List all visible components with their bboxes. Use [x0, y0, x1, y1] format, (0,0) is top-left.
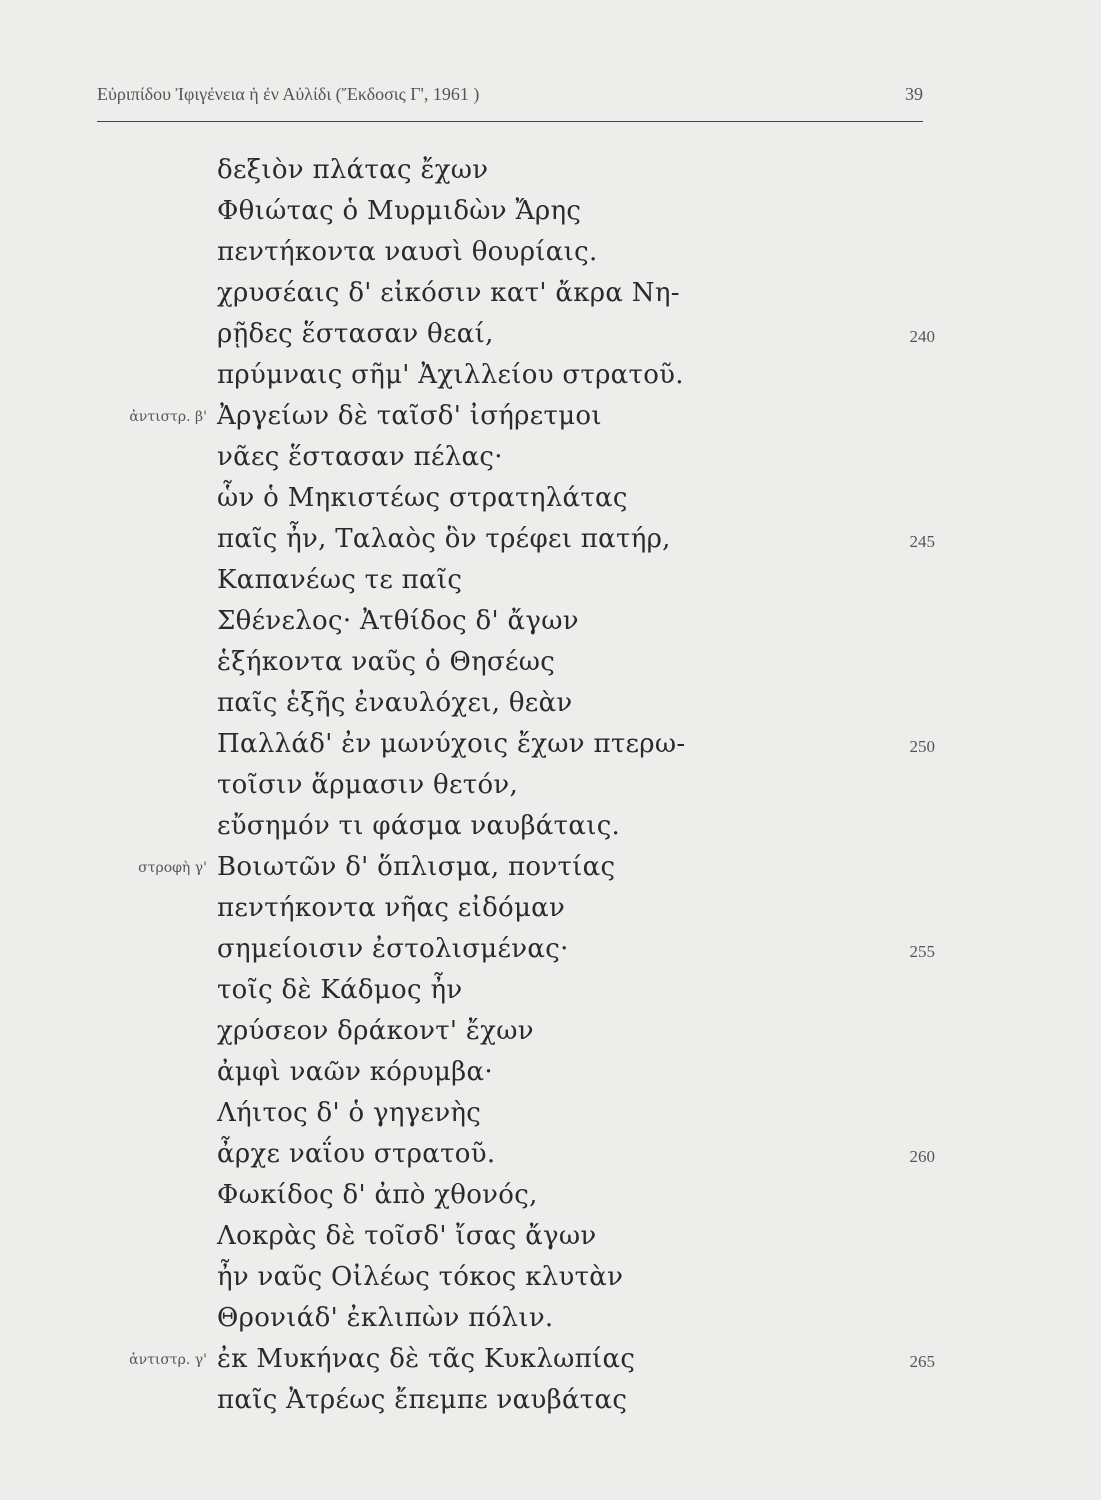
line-number: 245 — [909, 532, 935, 551]
line-number: 260 — [909, 1147, 935, 1166]
verse-text: τοῖσιν ἅρμασιν θετόν, — [217, 770, 519, 800]
verse-line — [0, 355, 1101, 396]
line-number: 255 — [909, 942, 935, 961]
verse-text: παῖς Ἀτρέως ἔπεμπε ναυβάτας — [217, 1385, 628, 1415]
verse-line — [0, 150, 1101, 191]
verse-text: Φωκίδος δ' ἀπὸ χθονός, — [217, 1180, 538, 1210]
line-number: 240 — [909, 327, 935, 346]
verse-text: ἆρχε ναΐου στρατοῦ. — [217, 1139, 496, 1169]
verse-text: ἐκ Μυκήνας δὲ τᾶς Κυκλωπίας — [217, 1344, 636, 1374]
verse-text: χρυσέαις δ' εἰκόσιν κατ' ἄκρα Νη- — [217, 278, 680, 308]
verse-line — [0, 191, 1101, 232]
verse-line — [0, 1339, 1101, 1380]
verse-text: ἀμφὶ ναῶν κόρυμβα· — [217, 1057, 493, 1087]
header-rule — [97, 121, 923, 122]
page-number: 39 — [905, 84, 923, 104]
verse-text: ρῇδες ἕστασαν θεαί, — [217, 319, 494, 349]
verse-text: Βοιωτῶν δ' ὅπλισμα, ποντίας — [217, 852, 616, 882]
line-number: 265 — [909, 1352, 935, 1371]
verse-line — [0, 1052, 1101, 1093]
verse-text: πρύμναις σῆμ' Ἀχιλλείου στρατοῦ. — [217, 360, 684, 390]
verse-text: πεντήκοντα ναυσὶ θουρίαις. — [217, 237, 598, 267]
verse-text: παῖς ἦν, Ταλαὸς ὃν τρέφει πατήρ, — [217, 524, 671, 554]
verse-text: χρύσεον δράκοντ' ἔχων — [217, 1016, 534, 1046]
verse-line — [0, 437, 1101, 478]
verse-block — [0, 150, 1101, 1421]
verse-text: τοῖς δὲ Κάδμος ἦν — [217, 975, 463, 1005]
verse-text: ἑξήκοντα ναῦς ὁ Θησέως — [217, 647, 556, 677]
verse-line — [0, 683, 1101, 724]
line-number: 250 — [909, 737, 935, 756]
verse-line — [0, 1216, 1101, 1257]
strophe-label: στροφὴ γ' — [138, 860, 207, 876]
verse-line — [0, 642, 1101, 683]
verse-text: Καπανέως τε παῖς — [217, 565, 463, 595]
verse-line — [0, 560, 1101, 601]
verse-text: Σθένελος· Ἀτθίδος δ' ἄγων — [217, 606, 579, 636]
verse-text: ὧν ὁ Μηκιστέως στρατηλάτας — [217, 483, 628, 513]
verse-line — [0, 273, 1101, 314]
verse-line — [0, 396, 1101, 437]
verse-text: Παλλάδ' ἐν μωνύχοις ἔχων πτερω- — [217, 729, 686, 759]
verse-line — [0, 1093, 1101, 1134]
verse-text: δεξιὸν πλάτας ἔχων — [217, 155, 489, 185]
verse-text: Θρονιάδ' ἐκλιπὼν πόλιν. — [217, 1303, 554, 1333]
verse-line — [0, 847, 1101, 888]
verse-line — [0, 478, 1101, 519]
verse-text: Λοκρὰς δὲ τοῖσδ' ἴσας ἄγων — [217, 1221, 597, 1251]
verse-text: νᾶες ἕστασαν πέλας· — [217, 442, 503, 472]
verse-line — [0, 1175, 1101, 1216]
verse-text: Λήιτος δ' ὁ γηγενὴς — [217, 1098, 482, 1128]
running-title: Εὐριπίδου Ἰφιγένεια ἡ ἐν Αὐλίδι (Ἔκδοσις Γ', 1961 ) — [97, 84, 480, 104]
verse-line — [0, 724, 1101, 765]
verse-text: Ἀργείων δὲ ταῖσδ' ἰσήρετμοι — [217, 401, 602, 431]
strophe-label: ἀντιστρ. β' — [129, 409, 207, 425]
verse-text: εὔσημόν τι φάσμα ναυβάταις. — [217, 811, 621, 841]
verse-line — [0, 519, 1101, 560]
running-head — [97, 84, 923, 114]
verse-line — [0, 601, 1101, 642]
verse-text: Φθιώτας ὁ Μυρμιδὼν Ἄρης — [217, 196, 582, 226]
verse-line — [0, 929, 1101, 970]
verse-line — [0, 1380, 1101, 1421]
verse-text: παῖς ἑξῆς ἐναυλόχει, θεὰν — [217, 688, 573, 718]
verse-line — [0, 1011, 1101, 1052]
verse-line — [0, 888, 1101, 929]
strophe-label: ἀντιστρ. γ' — [129, 1352, 207, 1368]
verse-line — [0, 1298, 1101, 1339]
verse-line — [0, 1257, 1101, 1298]
verse-line — [0, 765, 1101, 806]
verse-text: πεντήκοντα νῆας εἰδόμαν — [217, 893, 566, 923]
verse-line — [0, 1134, 1101, 1175]
verse-text: ἦν ναῦς Οἰλέως τόκος κλυτὰν — [217, 1262, 624, 1292]
verse-line — [0, 232, 1101, 273]
verse-line — [0, 970, 1101, 1011]
verse-line — [0, 314, 1101, 355]
verse-text: σημείοισιν ἐστολισμένας· — [217, 934, 569, 964]
verse-line — [0, 806, 1101, 847]
